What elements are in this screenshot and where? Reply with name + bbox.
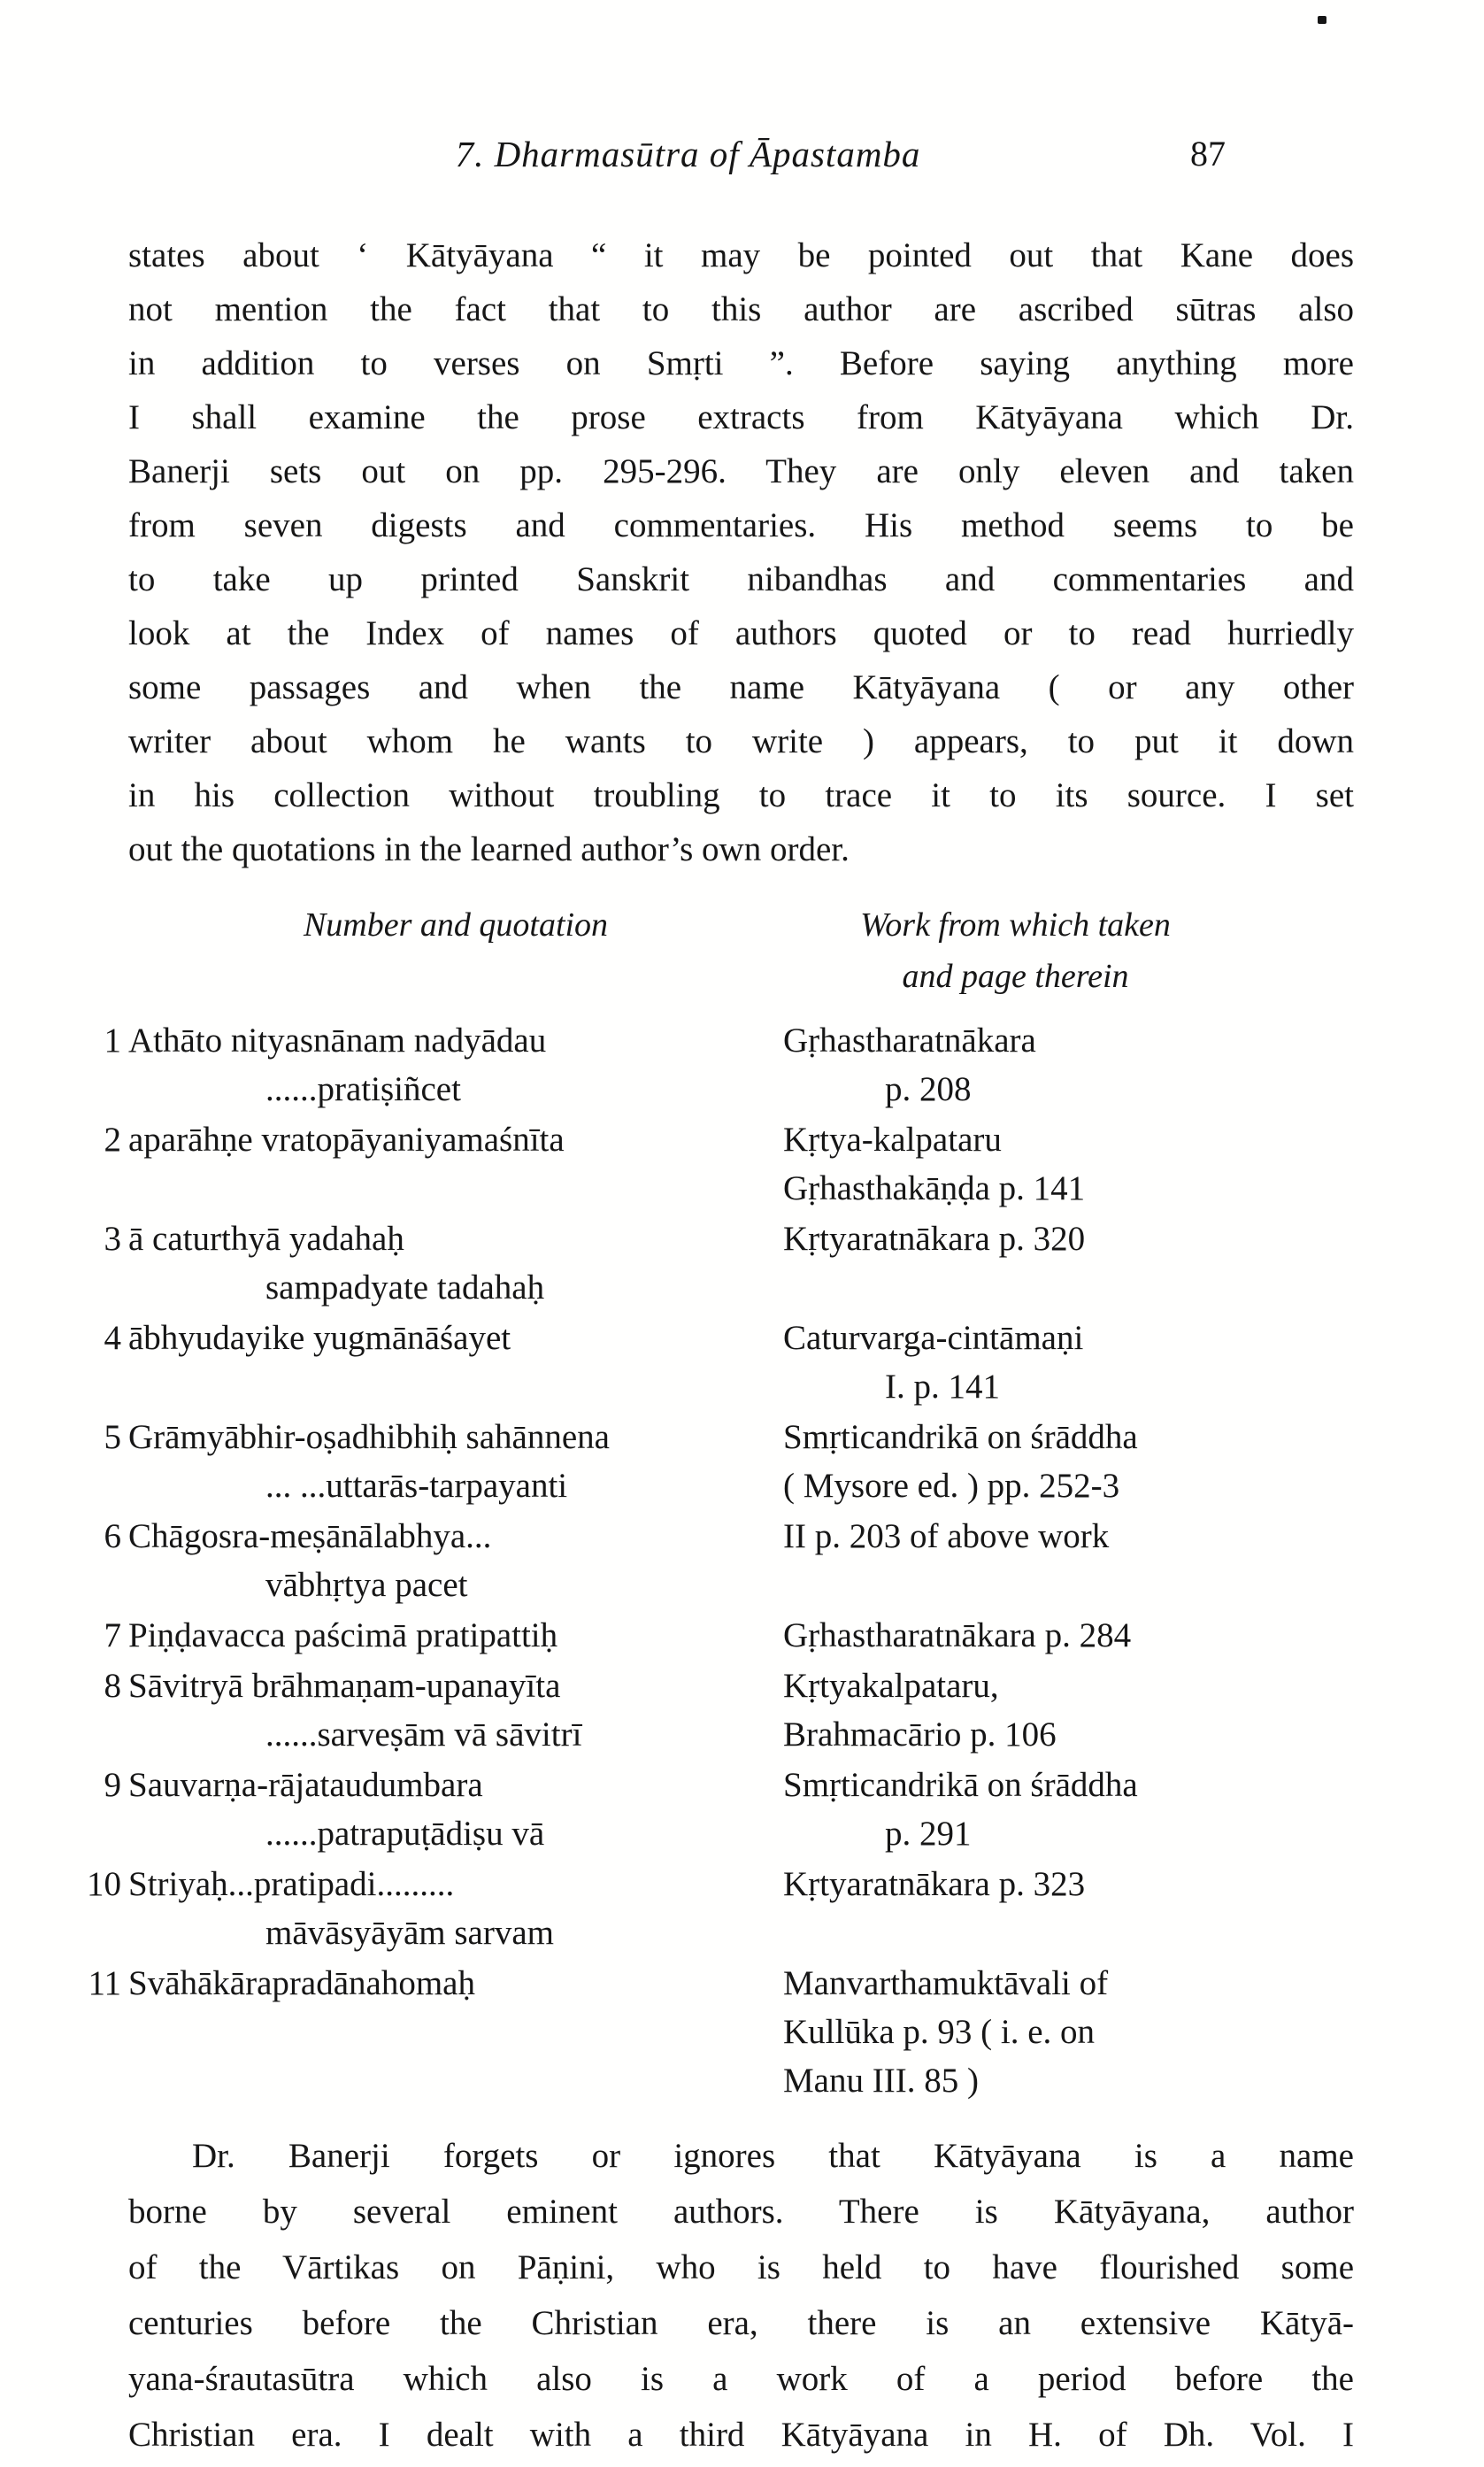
work-line: Gṛhastharatnākara	[783, 1021, 1036, 1060]
quotation-line: Piṇḍavacca paścimā pratipattiḥ	[128, 1616, 558, 1654]
quotation-cell	[128, 1214, 783, 1312]
row-number: 8	[104, 1667, 121, 1705]
work-line: Smṛticandrikā on śrāddha	[783, 1766, 1138, 1804]
quotation-table	[87, 899, 1354, 2105]
work-line: Brahmacārio p. 106	[783, 1715, 1057, 1754]
work-line: Kṛtya-kalpataru	[783, 1121, 1002, 1159]
text-line: to take up printed Sanskrit nibandhas and commentaries and	[128, 560, 1354, 598]
quotation-line: Svāhākārapradānahomaḥ	[128, 1964, 475, 2002]
table-row	[104, 1115, 1354, 1213]
quotation-line: vābhṛtya pacet	[265, 1566, 468, 1604]
row-number: 10	[87, 1865, 121, 1903]
table-row	[88, 1959, 1354, 2105]
work-cell	[783, 1661, 1354, 1759]
page-number: 87	[1190, 134, 1226, 173]
row-number: 4	[104, 1319, 121, 1357]
quotation-cell	[128, 1115, 783, 1213]
work-cell	[783, 1314, 1354, 1411]
row-number: 1	[104, 1021, 121, 1060]
text-line: Dr. Banerji forgets or ignores that Kātyāyana is a name	[192, 2137, 1354, 2175]
work-line: Kṛtyaratnākara p. 323	[783, 1865, 1086, 1903]
quotation-line: ......pratiṣiñcet	[265, 1070, 461, 1108]
quotation-cell	[128, 1512, 783, 1609]
quotation-line: ā caturthyā yadahaḥ	[128, 1220, 404, 1258]
quotation-line: Sauvarṇa-rājataudumbara	[128, 1766, 483, 1804]
row-number: 3	[104, 1220, 121, 1258]
work-line: Manu III. 85 )	[783, 2062, 979, 2100]
quotation-cell	[128, 1611, 783, 1660]
work-line: p. 291	[885, 1815, 972, 1853]
work-line: Caturvarga-cintāmaṇi	[783, 1319, 1084, 1357]
work-line: p. 208	[885, 1070, 972, 1108]
row-number: 6	[104, 1517, 121, 1555]
quotation-line: ......patrapuṭādiṣu vā	[265, 1815, 545, 1853]
quotation-cell	[128, 1314, 783, 1411]
quotation-cell	[128, 1661, 783, 1759]
table-row	[104, 1314, 1354, 1411]
work-line: Kullūka p. 93 ( i. e. on	[783, 2013, 1096, 2051]
paragraph-intro	[128, 228, 1354, 876]
column-header-quotation: Number and quotation	[303, 906, 609, 944]
text-line: in his collection without troubling to trace it to its source. I set	[128, 776, 1354, 814]
column-header-work	[783, 899, 1354, 1002]
row-number: 5	[104, 1418, 121, 1456]
table-row	[104, 1214, 1354, 1312]
quotation-line: ... ...uttarās-tarpayanti	[265, 1467, 568, 1505]
table-body	[87, 1016, 1354, 2105]
text-line: look at the Index of names of authors quoted or to read hurriedly	[128, 614, 1354, 652]
quotation-line: Striyaḥ...pratipadi.........	[128, 1865, 455, 1903]
text-line: yana-śrautasūtra which also is a work of a period before the	[128, 2360, 1354, 2398]
text-line: out the quotations in the learned author’s own order.	[128, 830, 850, 868]
work-line: I. p. 141	[885, 1368, 1000, 1406]
work-line: Manvarthamuktāvali of	[783, 1964, 1109, 2002]
table-row	[104, 1611, 1354, 1660]
running-title: 7. Dharmasūtra of Āpastamba	[455, 134, 921, 174]
table-row	[104, 1016, 1354, 1114]
text-line: Christian era. I dealt with a third Kātyāyana in H. of Dh. Vol. I	[128, 2416, 1354, 2454]
table-row	[87, 1860, 1354, 1957]
column-header-work-line1: Work from which taken	[860, 906, 1171, 944]
work-cell	[783, 1115, 1354, 1213]
row-number: 2	[104, 1121, 121, 1159]
text-line: some passages and when the name Kātyāyana ( or any other	[128, 668, 1354, 706]
row-number: 11	[88, 1964, 121, 2002]
page-header	[128, 131, 1354, 177]
work-cell	[783, 1860, 1354, 1957]
work-line: Kṛtyakalpataru,	[783, 1667, 999, 1705]
quotation-line: māvāsyāyām sarvam	[265, 1914, 554, 1952]
text-line: states about ‘ Kātyāyana “ it may be pointed out that Kane does	[128, 236, 1354, 274]
quotation-cell	[128, 1413, 783, 1510]
quotation-line: aparāhṇe vratopāyaniyamaśnīta	[128, 1121, 565, 1159]
quotation-line: Sāvitryā brāhmaṇam-upanayīta	[128, 1667, 561, 1705]
text-line: I shall examine the prose extracts from Kātyāyana which Dr.	[128, 398, 1354, 436]
text-line: writer about whom he wants to write ) appears, to put it down	[128, 722, 1354, 760]
table-header-row	[128, 899, 1354, 1002]
quotation-cell	[128, 1016, 783, 1114]
text-line: not mention the fact that to this author are ascribed sūtras also	[128, 290, 1354, 328]
column-header-work-line2: and page therein	[902, 958, 1129, 995]
quotation-cell	[128, 1860, 783, 1957]
work-line: Gṛhasthakāṇḍa p. 141	[783, 1169, 1086, 1207]
quotation-line: Athāto nityasnānam nadyādau	[128, 1021, 547, 1060]
work-cell	[783, 1611, 1354, 1660]
work-line: ( Mysore ed. ) pp. 252-3	[783, 1467, 1120, 1505]
work-line: Gṛhastharatnākara p. 284	[783, 1616, 1132, 1654]
quotation-line: ābhyudayike yugmānāśayet	[128, 1319, 511, 1357]
quotation-cell	[128, 1761, 783, 1858]
text-line: of the Vārtikas on Pāṇini, who is held to have flourished some	[128, 2248, 1354, 2286]
paragraph-discussion	[128, 2128, 1354, 2463]
quotation-line: sampadyate tadahaḥ	[265, 1268, 545, 1307]
table-row	[104, 1661, 1354, 1759]
text-line: in addition to verses on Smṛti ”. Before saying anything more	[128, 344, 1354, 382]
quotation-line: Grāmyābhir-oṣadhibhiḥ sahānnena	[128, 1418, 610, 1456]
table-row	[104, 1512, 1354, 1609]
quotation-line: Chāgosra-meṣānālabhya...	[128, 1517, 492, 1555]
ink-speck-icon	[1318, 16, 1326, 24]
work-cell	[783, 1761, 1354, 1858]
work-line: Kṛtyaratnākara p. 320	[783, 1220, 1086, 1258]
row-number: 9	[104, 1766, 121, 1804]
work-line: Smṛticandrikā on śrāddha	[783, 1418, 1138, 1456]
work-line: II p. 203 of above work	[783, 1517, 1110, 1555]
table-row	[104, 1761, 1354, 1858]
row-number: 7	[104, 1616, 121, 1654]
quotation-cell	[128, 1959, 783, 2105]
quotation-line: ......sarveṣām vā sāvitrī	[265, 1715, 582, 1754]
work-cell	[783, 1959, 1354, 2105]
work-cell	[783, 1413, 1354, 1510]
work-cell	[783, 1214, 1354, 1312]
text-line: from seven digests and commentaries. His method seems to be	[128, 506, 1354, 544]
work-cell	[783, 1512, 1354, 1609]
table-row	[104, 1413, 1354, 1510]
text-line: centuries before the Christian era, there is an extensive Kātyā-	[128, 2304, 1354, 2342]
text-line: Banerji sets out on pp. 295-296. They are only eleven and taken	[128, 452, 1354, 490]
text-line: borne by several eminent authors. There is Kātyāyana, author	[128, 2193, 1354, 2231]
work-cell	[783, 1016, 1354, 1114]
